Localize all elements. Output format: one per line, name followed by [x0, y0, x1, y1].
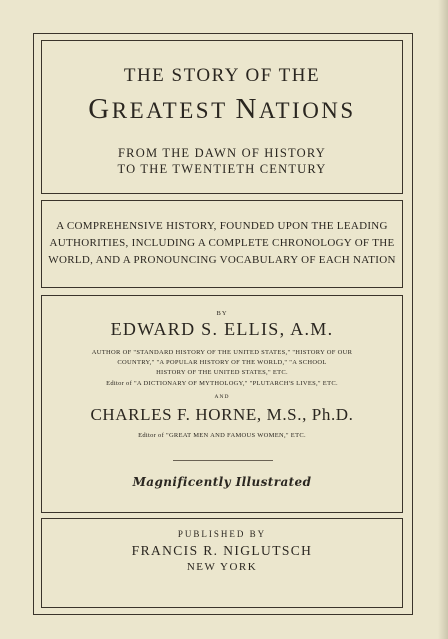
publisher-city: NEW YORK — [186, 561, 258, 573]
description-line-1: A COMPREHENSIVE HISTORY, FOUNDED UPON THE LEADING — [56, 220, 388, 232]
description-line-3: WORLD, AND A PRONOUNCING VOCABULARY OF EACH NATION — [48, 254, 396, 266]
author-1-name: EDWARD S. ELLIS, A.M. — [110, 319, 334, 339]
authors-box — [41, 295, 403, 513]
author-2-name: CHARLES F. HORNE, M.S., Ph.D. — [90, 405, 354, 424]
divider-rule — [173, 460, 273, 461]
published-by-label: PUBLISHED BY — [177, 529, 267, 539]
author-1-credits-4: Editor of "A DICTIONARY OF MYTHOLOGY," "PLUTARCH'S LIVES," ETC. — [106, 380, 338, 387]
description-box — [41, 200, 403, 288]
title-line-2: GREATEST NATIONS — [88, 93, 356, 125]
publisher-name: FRANCIS R. NIGLUTSCH — [131, 543, 313, 558]
title-line-1: THE STORY OF THE — [123, 65, 321, 86]
subtitle-line-2: TO THE TWENTIETH CENTURY — [117, 162, 327, 176]
title-box — [41, 40, 403, 194]
author-1-credits-3: HISTORY OF THE UNITED STATES," ETC. — [156, 369, 288, 376]
illustrated-note: Magnificently Illustrated — [132, 475, 312, 489]
author-1-credits-2: COUNTRY," "A POPULAR HISTORY OF THE WORLD," "A SCHOOL — [117, 359, 327, 366]
description-line-2: AUTHORITIES, INCLUDING A COMPLETE CHRONOLOGY OF THE — [49, 237, 395, 249]
subtitle-line-1: FROM THE DAWN OF HISTORY — [118, 146, 326, 160]
and-label: AND — [214, 394, 230, 400]
author-1-credits-1: AUTHOR OF "STANDARD HISTORY OF THE UNITED STATES," "HISTORY OF OUR — [91, 349, 353, 356]
author-2-credits: Editor of "GREAT MEN AND FAMOUS WOMEN," ETC. — [138, 432, 306, 439]
publisher-box — [41, 518, 403, 608]
page-edge-shadow — [438, 0, 448, 639]
by-label: BY — [216, 310, 228, 317]
